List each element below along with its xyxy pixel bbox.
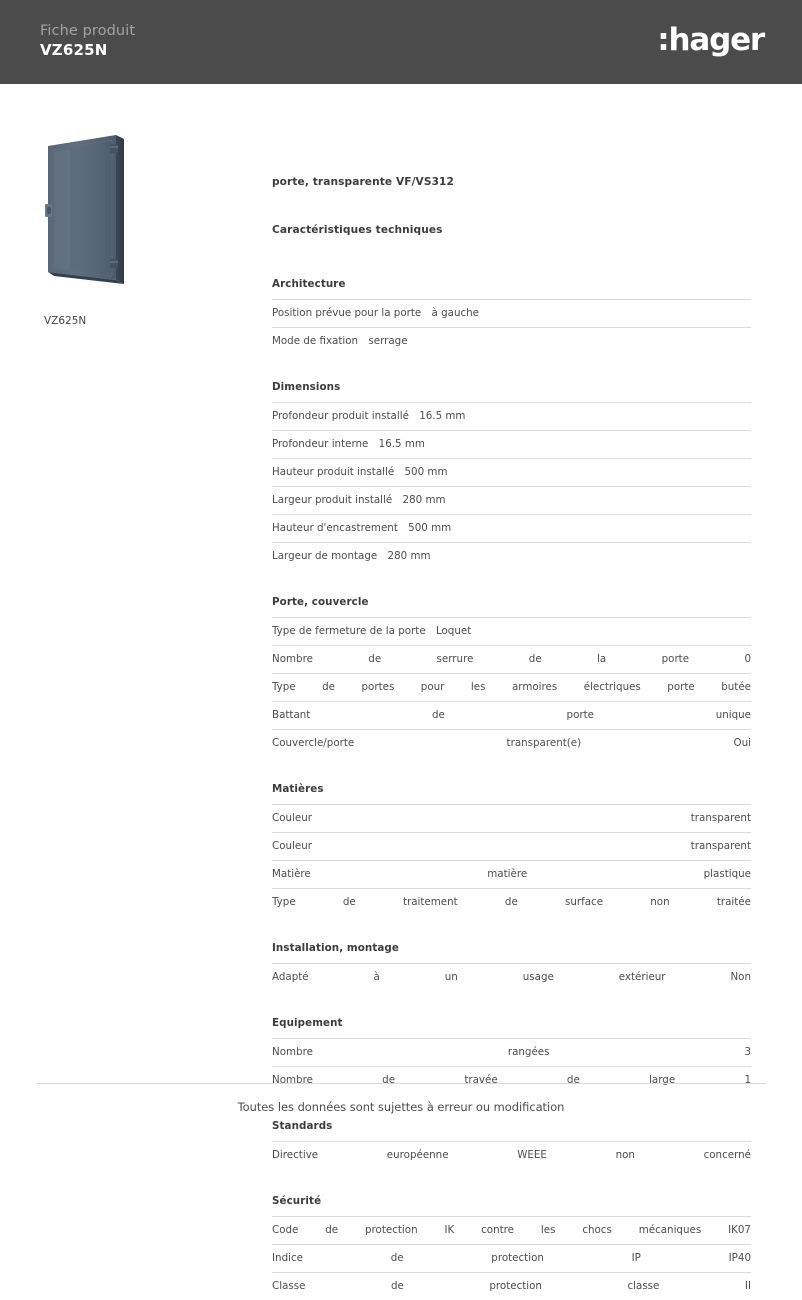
spec-label: Adapté à un usage extérieur	[272, 971, 666, 983]
spec-label: Code de protection IK contre les chocs mécaniques	[272, 1224, 702, 1236]
spec-section	[272, 942, 751, 991]
spec-label: Nombre de travée de large	[272, 1074, 676, 1086]
spec-value: 280 mm	[387, 550, 431, 562]
spec-label: Classe de protection	[272, 1280, 542, 1292]
product-caption: VZ625N	[44, 315, 87, 327]
product-door-illustration	[44, 130, 136, 295]
spec-row	[272, 299, 751, 327]
spec-row	[272, 645, 751, 673]
spec-value: 500 mm	[404, 466, 448, 478]
spec-label: Nombre rangées	[272, 1046, 550, 1058]
specs-heading: Caractéristiques techniques	[272, 224, 443, 236]
spec-value: unique	[715, 709, 751, 721]
spec-label: Type de traitement de surface	[272, 896, 604, 908]
spec-value: classe II	[627, 1280, 751, 1292]
spec-section-title: Installation, montage	[272, 942, 399, 954]
hager-logo-text: :hager	[657, 21, 764, 58]
spec-row	[272, 729, 751, 757]
spec-section-title: Matières	[272, 783, 324, 795]
spec-section	[272, 783, 751, 916]
header-kicker: Fiche produit	[40, 23, 136, 39]
spec-section	[272, 1195, 751, 1300]
spec-label: Hauteur d'encastrement	[272, 522, 398, 534]
spec-value: 16.5 mm	[378, 438, 425, 450]
spec-label: Profondeur produit installé	[272, 410, 409, 422]
spec-value: transparent	[690, 840, 751, 852]
spec-section-title: Sécurité	[272, 1195, 322, 1207]
spec-row	[272, 486, 751, 514]
spec-row	[272, 860, 751, 888]
spec-row	[272, 542, 751, 570]
spec-section-title: Porte, couvercle	[272, 596, 369, 608]
spec-label: Directive européenne WEEE	[272, 1149, 547, 1161]
spec-section-title: Dimensions	[272, 381, 341, 393]
spec-row	[272, 963, 751, 991]
product-panel	[44, 130, 244, 327]
page-body	[0, 84, 802, 1300]
spec-value: matière plastique	[487, 868, 751, 880]
spec-section	[272, 1120, 751, 1169]
spec-section	[272, 381, 751, 570]
spec-label: Couleur	[272, 812, 312, 824]
page-footer	[36, 1083, 766, 1114]
spec-row	[272, 888, 751, 916]
spec-value: serrage	[368, 335, 408, 347]
spec-value: 280 mm	[402, 494, 446, 506]
spec-label: Type de fermeture de la porte	[272, 625, 426, 637]
page-header	[0, 0, 802, 84]
spec-value: IP40	[728, 1252, 751, 1264]
spec-row	[272, 327, 751, 355]
spec-section-title: Equipement	[272, 1017, 343, 1029]
spec-value: Oui	[733, 737, 751, 749]
spec-row	[272, 1216, 751, 1244]
spec-label: Largeur de montage	[272, 550, 378, 562]
spec-value: à gauche	[431, 307, 479, 319]
spec-row	[272, 1141, 751, 1169]
spec-label: Largeur produit installé	[272, 494, 393, 506]
spec-row	[272, 1038, 751, 1066]
spec-label: Indice de protection IP	[272, 1252, 641, 1264]
spec-value: 3	[744, 1046, 751, 1058]
product-image	[44, 130, 136, 295]
spec-section	[272, 596, 751, 757]
spec-value: 1	[744, 1074, 752, 1086]
page-title: VZ625N	[40, 41, 108, 59]
spec-row	[272, 701, 751, 729]
spec-row	[272, 617, 751, 645]
spec-label: Matière	[272, 868, 311, 880]
spec-value: 16.5 mm	[419, 410, 466, 422]
spec-row	[272, 458, 751, 486]
spec-section-title: Standards	[272, 1120, 333, 1132]
spec-value: non concerné	[615, 1149, 751, 1161]
spec-row	[272, 1272, 751, 1300]
spec-label: Profondeur interne	[272, 438, 369, 450]
spec-sections	[272, 278, 751, 1300]
spec-label: Couleur	[272, 840, 312, 852]
spec-row	[272, 402, 751, 430]
spec-value: porte butée	[667, 681, 752, 693]
spec-label: Mode de fixation	[272, 335, 359, 347]
spec-value: transparent	[690, 812, 751, 824]
spec-label: Hauteur produit installé	[272, 466, 395, 478]
spec-section	[272, 278, 751, 355]
spec-value: Non	[730, 971, 751, 983]
footer-disclaimer: Toutes les données sont sujettes à erreur ou modification	[237, 1100, 565, 1114]
spec-value: 0	[744, 653, 751, 665]
spec-row	[272, 673, 751, 701]
spec-label: Battant de porte	[272, 709, 594, 721]
spec-row	[272, 804, 751, 832]
spec-section-title: Architecture	[272, 278, 346, 290]
spec-value: IK07	[728, 1224, 751, 1236]
spec-row	[272, 832, 751, 860]
spec-value: 500 mm	[408, 522, 452, 534]
specs-content	[272, 130, 751, 1300]
product-description: porte, transparente VF/VS312	[272, 176, 454, 188]
spec-row	[272, 514, 751, 542]
spec-row	[272, 1244, 751, 1272]
spec-value: Loquet	[435, 625, 472, 637]
spec-label: Nombre de serrure de la porte	[272, 653, 690, 665]
hager-logo	[657, 20, 764, 60]
spec-value: non traitée	[650, 896, 751, 908]
spec-row	[272, 430, 751, 458]
spec-label: Couvercle/porte transparent(e)	[272, 737, 582, 749]
header-titles	[40, 22, 135, 60]
spec-label: Position prévue pour la porte	[272, 307, 422, 319]
spec-label: Type de portes pour les armoires électriques	[272, 681, 641, 693]
